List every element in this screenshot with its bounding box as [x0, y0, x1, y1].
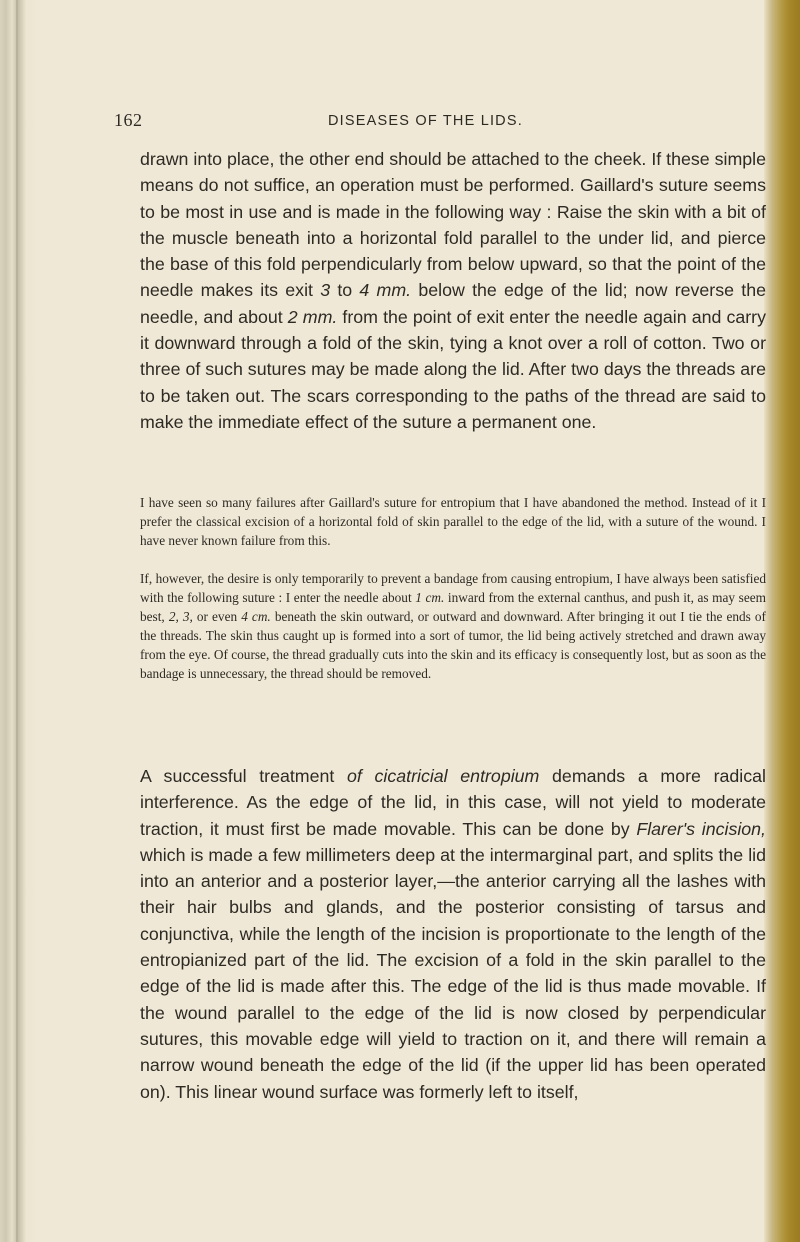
text-run: If, however, the desire is only temporarily to prevent a bandage from causing entropium, I have always been satisfied with the following suture : I enter the needle about — [140, 571, 766, 605]
binding-crease — [16, 0, 18, 1242]
italic-term: of cicatricial entropium — [347, 766, 540, 786]
page-binding-shadow — [0, 0, 38, 1242]
body-paragraph-gaillard-suture — [140, 146, 766, 435]
text-run: drawn into place, the other end should be attached to the cheek. If these simple means do not suffice, an operation must be performed. Gaillard's suture seems to be most in use and is made in the following way : Raise the skin with a bit of the muscle beneath into a horizontal fold parallel to the under lid, and pierce the base of this fold perpendicularly from below upward, so that the point of the needle makes its exit — [140, 149, 766, 301]
measurement: 4 cm. — [241, 608, 271, 624]
text-run: to — [330, 280, 360, 301]
note-paragraph-temporary-suture — [140, 570, 766, 683]
note-paragraph-excision: I have seen so many failures after Gaillard's suture for entropium that I have abandoned the method. Instead of it I prefer the classical excision of a horizontal fold of skin parallel to the edge of the lid, with a suture of the wound. I have never known failure from this. — [140, 495, 766, 548]
page-edge-gilt — [764, 0, 800, 1242]
text-run: which is made a few millimeters deep at the intermarginal part, and splits the lid into an anterior and a posterior layer,—the anterior carrying all the lashes with their hair bulbs and glands, and the posterior consisting of tarsus and conjunctiva, while the length of the incision is proportionate to the length of the entropianized part of the lid. The excision of a fold in the skin parallel to the edge of the lid is made after this. The edge of the lid is thus made movable. If the wound parallel to the edge of the lid is now closed by perpendicular sutures, this movable edge will yield to traction on it, and there will remain a narrow wound beneath the edge of the lid (if the upper lid has been operated on). This linear wound surface was formerly left to itself, — [140, 844, 766, 1102]
italic-term: Flarer's incision, — [636, 818, 766, 839]
measurement: 2, 3, — [168, 608, 193, 624]
text-run: below the edge of the lid; now reverse the needle, and about — [140, 280, 766, 327]
page-number: 162 — [114, 110, 143, 130]
measurement: 2 mm. — [287, 306, 338, 327]
measurement: 3 — [320, 280, 331, 301]
measurement: 1 cm. — [415, 589, 445, 605]
text-run: demands a more radical interference. As the edge of the lid, in this case, will not yield to moderate traction, it must first be made movable. This can be done by — [140, 766, 766, 839]
text-run: from the point of exit enter the needle again and carry it downward through a fold of the skin, tying a knot over a roll of cotton. Two or three of such sutures may be made along the lid. After two days the threads are to be taken out. The scars corresponding to the paths of the thread are said to make the immediate effect of the suture a permanent one. — [140, 306, 766, 432]
text-run: beneath the skin outward, or outward and downward. After bringing it out I tie the ends of the threads. The skin thus caught up is formed into a sort of tumor, the lid being actively stretched and drawn away from the eye. Of course, the thread gradually cuts into the skin and its efficacy is consequently lost, but as soon as the bandage is unnecessary, the thread should be removed. — [140, 608, 766, 681]
text-run: A successful treatment — [140, 766, 348, 786]
running-head — [60, 110, 760, 138]
book-page — [60, 0, 766, 1242]
text-run: inward from the external canthus, and push it, as may seem best, — [140, 589, 766, 624]
running-title: DISEASES OF THE LIDS. — [328, 113, 523, 129]
body-paragraph-cicatricial-entropium — [140, 763, 766, 1105]
measurement: 4 mm. — [359, 280, 412, 301]
text-run: or even — [192, 608, 242, 624]
